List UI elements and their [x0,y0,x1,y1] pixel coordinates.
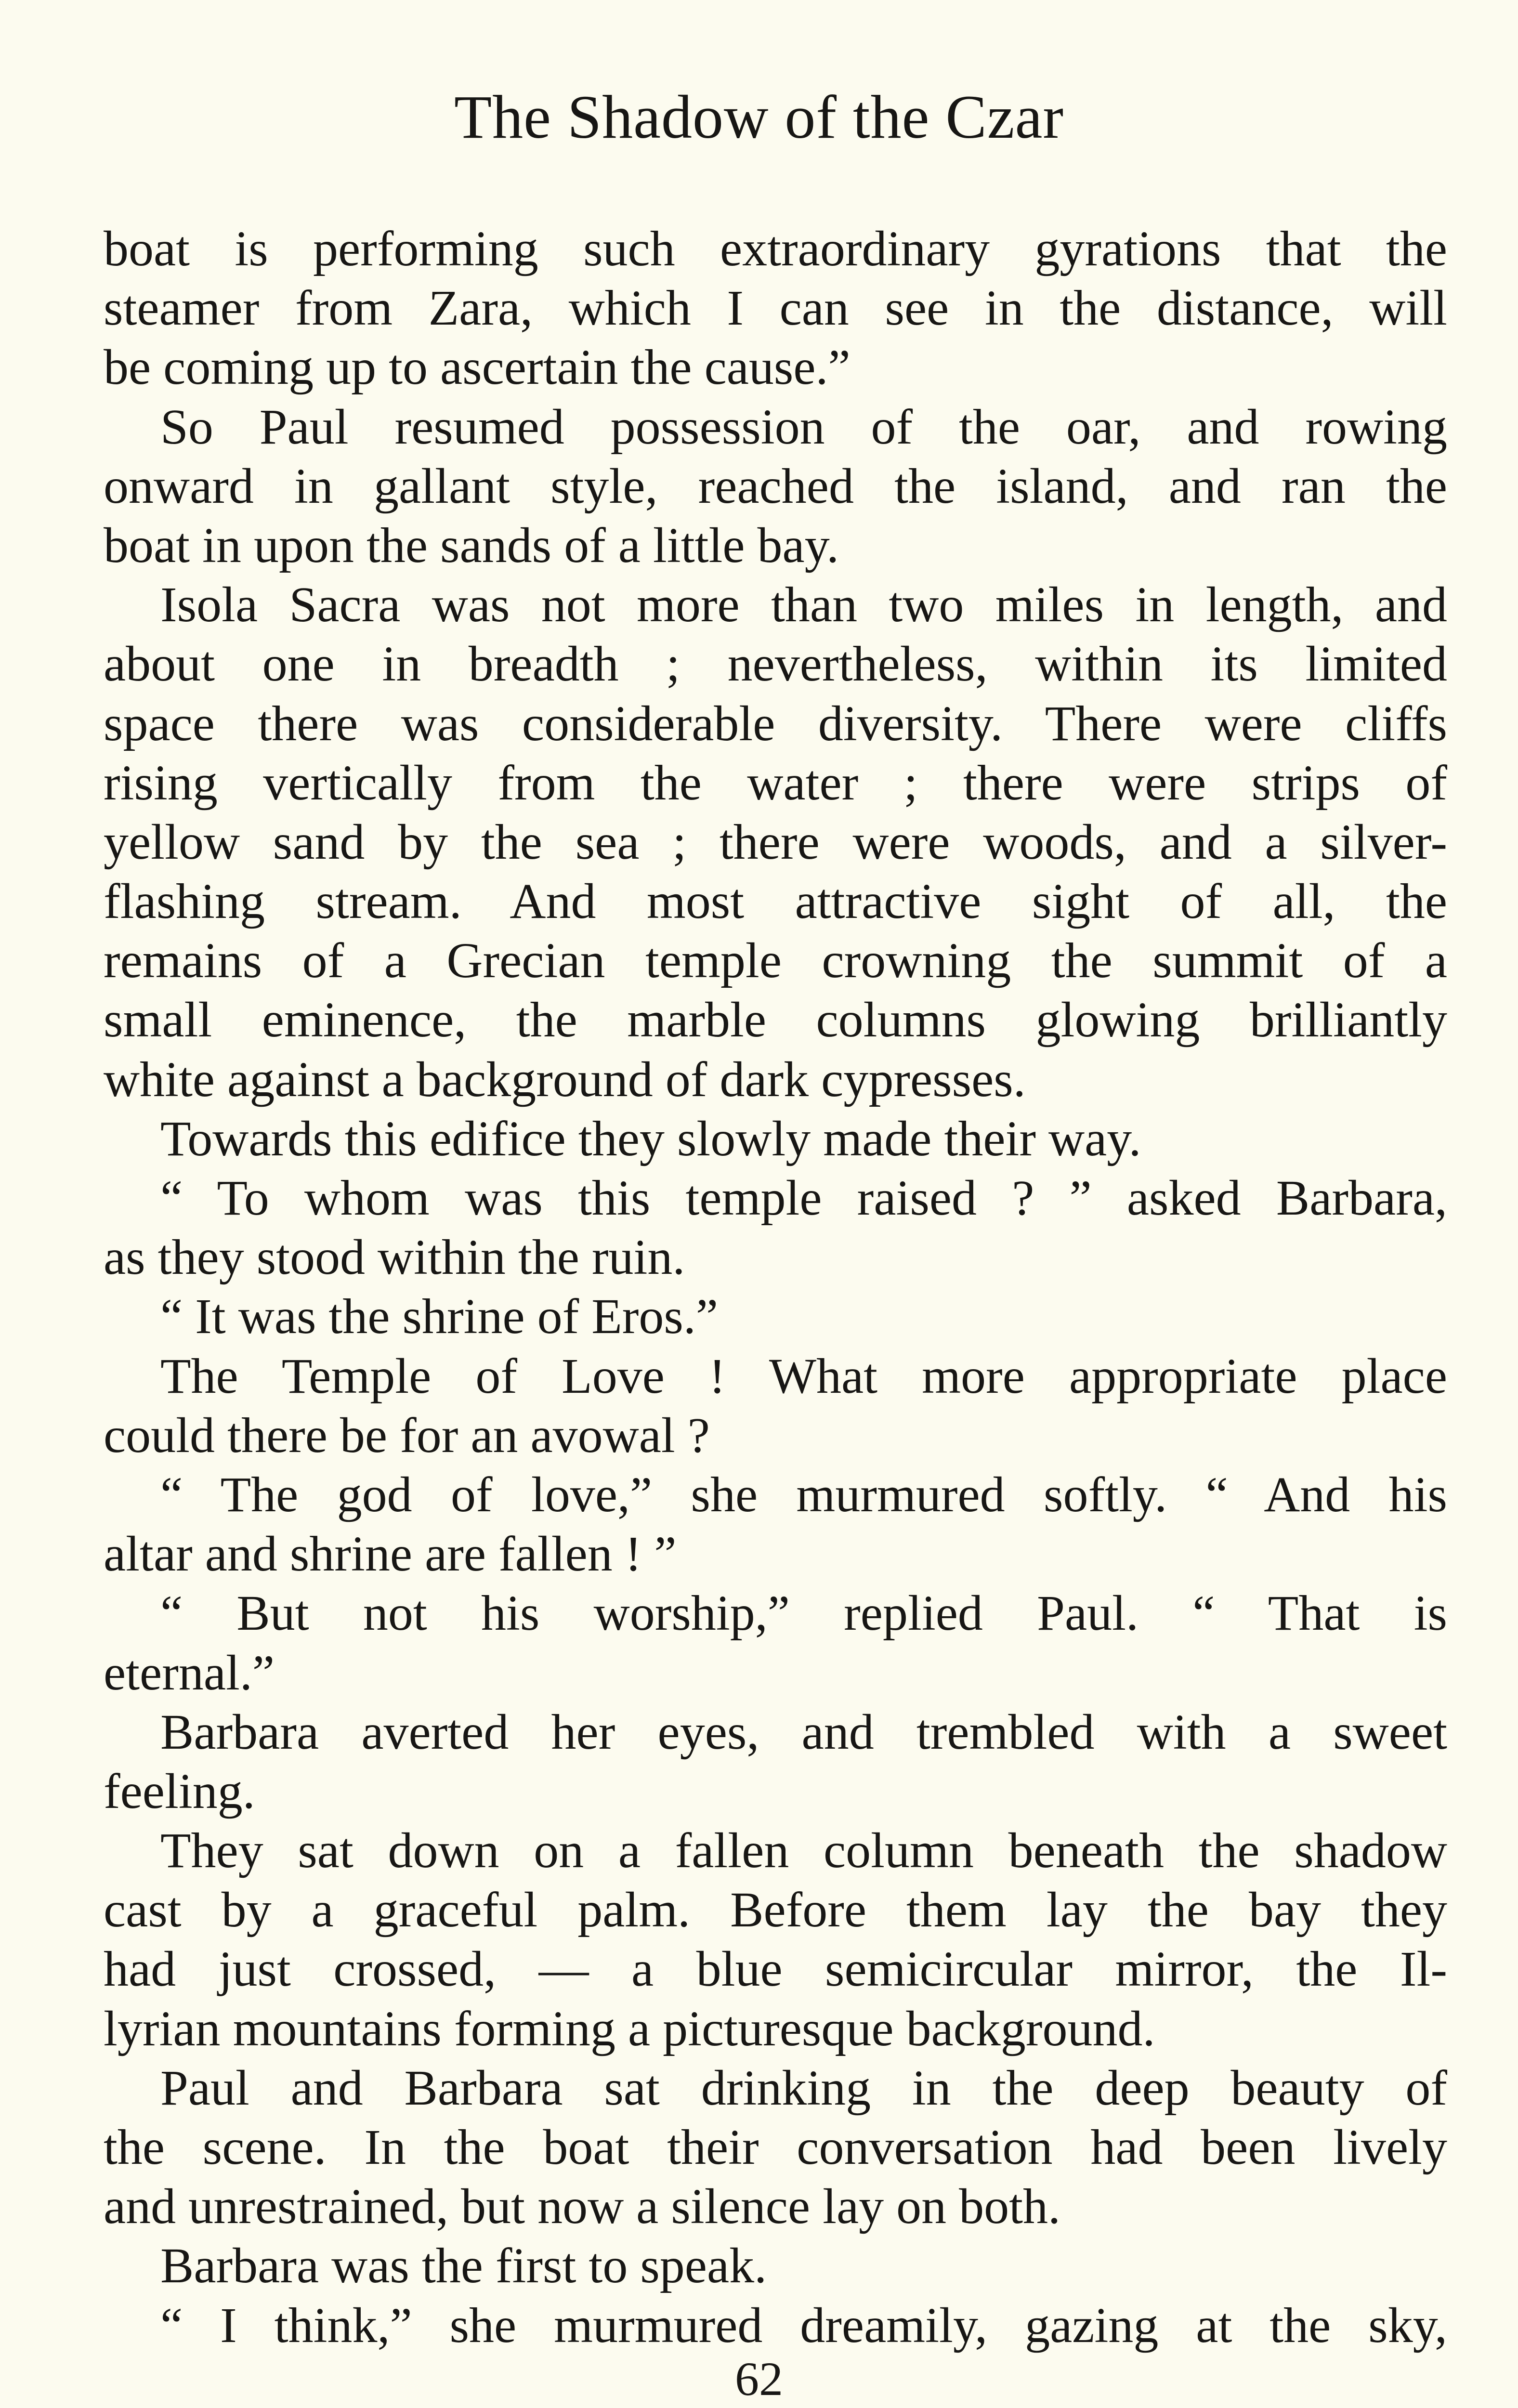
text-line: They sat down on a fallen column beneath the shadow [160,1823,1447,1879]
text-line: Isola Sacra was not more than two miles in length, and [160,577,1447,633]
text-line: “ It was the shrine of Eros.” [160,1289,719,1345]
text-line: Paul and Barbara sat drinking in the deep beauty of [160,2060,1447,2116]
text-line: as they stood within the ruin. [104,1230,685,1285]
text-line: rising vertically from the water ; there were strips of [104,755,1447,811]
text-line: white against a background of dark cypresses. [104,1051,1026,1107]
text-line: be coming up to ascertain the cause.” [104,340,851,395]
running-head: The Shadow of the Czar [454,83,1064,151]
text-line: onward in gallant style, reached the island, and ran the [104,458,1447,514]
text-line: small eminence, the marble columns glowing brilliantly [104,992,1447,1048]
text-line: Towards this edifice they slowly made their way. [160,1111,1141,1166]
text-line: Barbara was the first to speak. [160,2238,767,2294]
text-line: “ The god of love,” she murmured softly. “ And his [160,1466,1447,1522]
text-line: the scene. In the boat their conversation had been lively [104,2120,1447,2175]
body-text [104,219,1447,2355]
page-number: 62 [735,2352,783,2406]
text-line: could there be for an avowal ? [104,1407,710,1463]
text-line: and unrestrained, but now a silence lay on both. [104,2179,1061,2235]
text-line: had just crossed, — a blue semicircular mirror, the Il- [104,1941,1447,1997]
text-line: So Paul resumed possession of the oar, and rowing [160,399,1447,455]
text-line: space there was considerable diversity. There were cliffs [104,695,1447,751]
text-line: boat is performing such extraordinary gyrations that the [104,221,1447,276]
text-line: boat in upon the sands of a little bay. [104,517,839,573]
text-line: cast by a graceful palm. Before them lay the bay they [104,1882,1447,1938]
text-line: Barbara averted her eyes, and trembled with a sweet [160,1704,1447,1760]
text-line: altar and shrine are fallen ! ” [104,1526,677,1582]
text-line: flashing stream. And most attractive sight of all, the [104,874,1447,929]
text-line: feeling. [104,1763,255,1819]
text-line: steamer from Zara, which I can see in the distance, will [104,280,1447,336]
text-line: eternal.” [104,1645,275,1701]
text-line: about one in breadth ; nevertheless, within its limited [104,636,1447,692]
text-line: “ But not his worship,” replied Paul. “ That is [160,1585,1447,1641]
text-line: “ I think,” she murmured dreamily, gazing at the sky, [160,2297,1447,2353]
text-line: remains of a Grecian temple crowning the summit of a [104,933,1447,989]
text-line: lyrian mountains forming a picturesque background. [104,2001,1155,2056]
text-line: “ To whom was this temple raised ? ” asked Barbara, [160,1170,1447,1226]
text-line: yellow sand by the sea ; there were woods, and a silver- [104,814,1447,870]
text-line: The Temple of Love ! What more appropriate place [160,1348,1447,1404]
